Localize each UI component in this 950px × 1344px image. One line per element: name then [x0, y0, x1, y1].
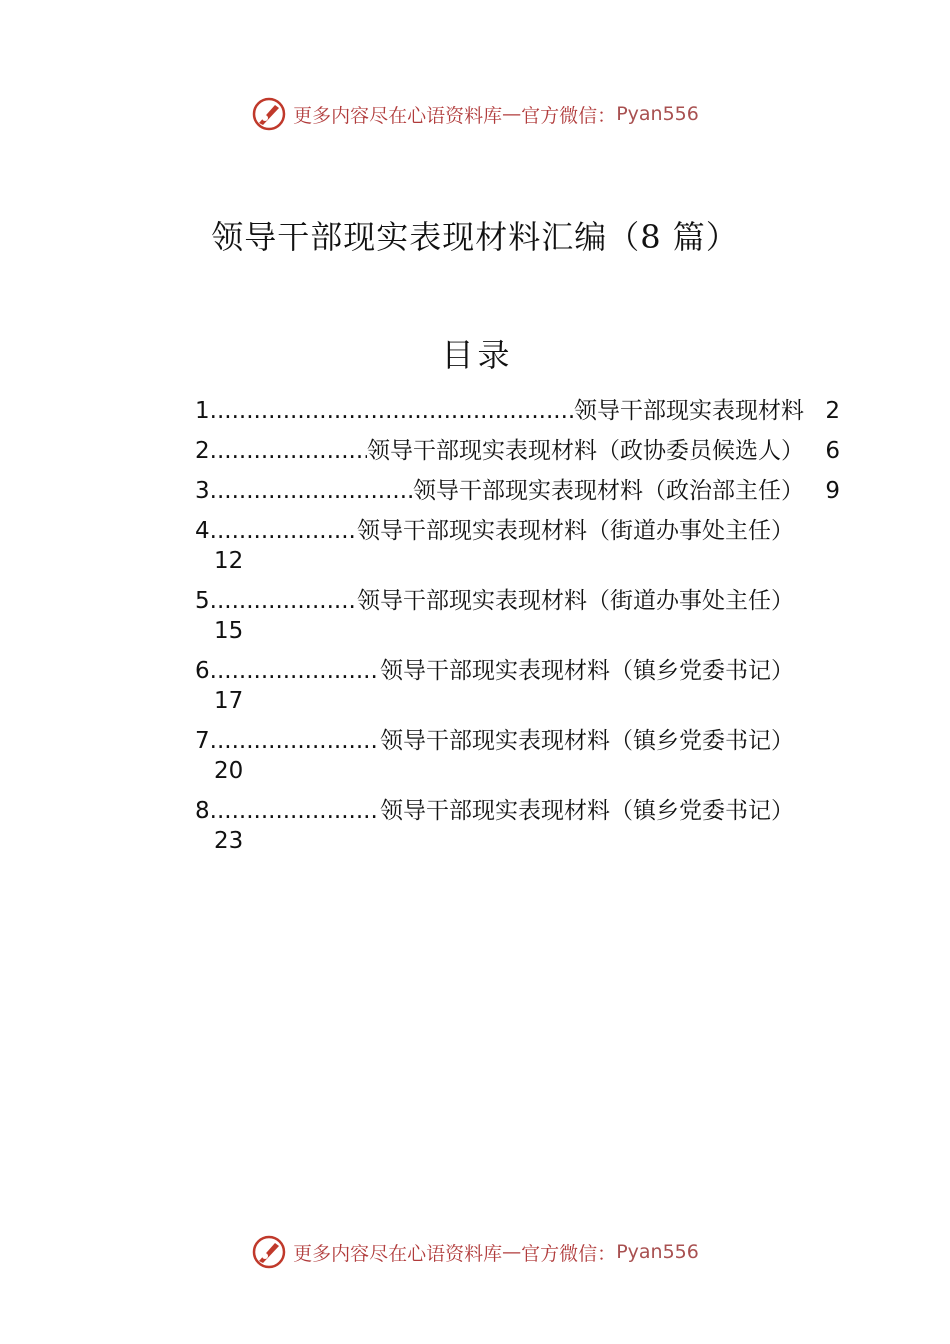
toc-entry-title: 领导干部现实表现材料（街道办事处主任）: [357, 518, 794, 544]
toc-entry-number: 1: [195, 398, 210, 424]
toc-entry-4[interactable]: [195, 516, 840, 576]
document-title: 领导干部现实表现材料汇编（8 篇）: [211, 218, 739, 256]
toc-leader-dots: [210, 726, 380, 756]
toc-entry-page: 23: [214, 828, 244, 854]
toc-entry-page: 9: [825, 478, 840, 504]
toc-leader-dots: [210, 586, 357, 616]
toc-entry-8[interactable]: [195, 796, 840, 856]
toc-entry-number: 7: [195, 728, 210, 754]
watermark-footer: [0, 1232, 950, 1272]
toc-entry-page: 17: [214, 688, 244, 714]
toc-entry-page: 6: [825, 438, 840, 464]
watermark-wechat-label: 官方微信：: [521, 1242, 617, 1265]
toc-entry-3[interactable]: [195, 476, 840, 506]
toc-leader-dots: [210, 396, 574, 426]
toc-entry-page: 12: [214, 548, 244, 574]
toc-entry-page: 15: [214, 618, 244, 644]
pen-seal-logo-icon: [251, 96, 287, 132]
toc-entry-title: 领导干部现实表现材料（镇乡党委书记）: [380, 728, 794, 754]
toc-entry-title: 领导干部现实表现材料（街道办事处主任）: [357, 588, 794, 614]
toc-entry-1[interactable]: [195, 396, 840, 426]
toc-entry-number: 5: [195, 588, 210, 614]
pen-seal-logo-icon: [251, 1234, 287, 1270]
toc-entry-number: 2: [195, 438, 210, 464]
table-of-contents: [195, 396, 840, 866]
toc-entry-page: 20: [214, 758, 244, 784]
toc-entry-page: 2: [825, 398, 840, 424]
toc-entry-title: 领导干部现实表现材料（镇乡党委书记）: [380, 798, 794, 824]
toc-entry-title: 领导干部现实表现材料: [574, 398, 804, 424]
toc-entry-title: 领导干部现实表现材料（镇乡党委书记）: [380, 658, 794, 684]
toc-entry-title: 领导干部现实表现材料（政协委员候选人）: [367, 438, 804, 464]
toc-leader-dots: [210, 656, 380, 686]
toc-entry-number: 4: [195, 518, 210, 544]
toc-leader-dots: [210, 476, 413, 506]
watermark-wechat-id: Pyan556: [616, 103, 699, 125]
watermark-separator: —: [502, 103, 522, 125]
toc-leader-dots: [210, 796, 380, 826]
watermark-header: [0, 94, 950, 134]
toc-leader-dots: [210, 436, 367, 466]
toc-entry-5[interactable]: [195, 586, 840, 646]
watermark-text: 更多内容尽在心语资料库: [293, 1242, 503, 1265]
watermark-separator: —: [502, 1241, 522, 1263]
watermark-wechat-label: 官方微信：: [521, 104, 617, 127]
watermark-wechat-id: Pyan556: [616, 1241, 699, 1263]
toc-entry-6[interactable]: [195, 656, 840, 716]
toc-entry-7[interactable]: [195, 726, 840, 786]
toc-entry-number: 6: [195, 658, 210, 684]
watermark-text: 更多内容尽在心语资料库: [293, 104, 503, 127]
toc-entry-number: 8: [195, 798, 210, 824]
toc-entry-title: 领导干部现实表现材料（政治部主任）: [413, 478, 804, 504]
toc-entry-2[interactable]: [195, 436, 840, 466]
toc-entry-number: 3: [195, 478, 210, 504]
toc-leader-dots: [210, 516, 357, 546]
toc-heading: 目录: [441, 336, 514, 374]
